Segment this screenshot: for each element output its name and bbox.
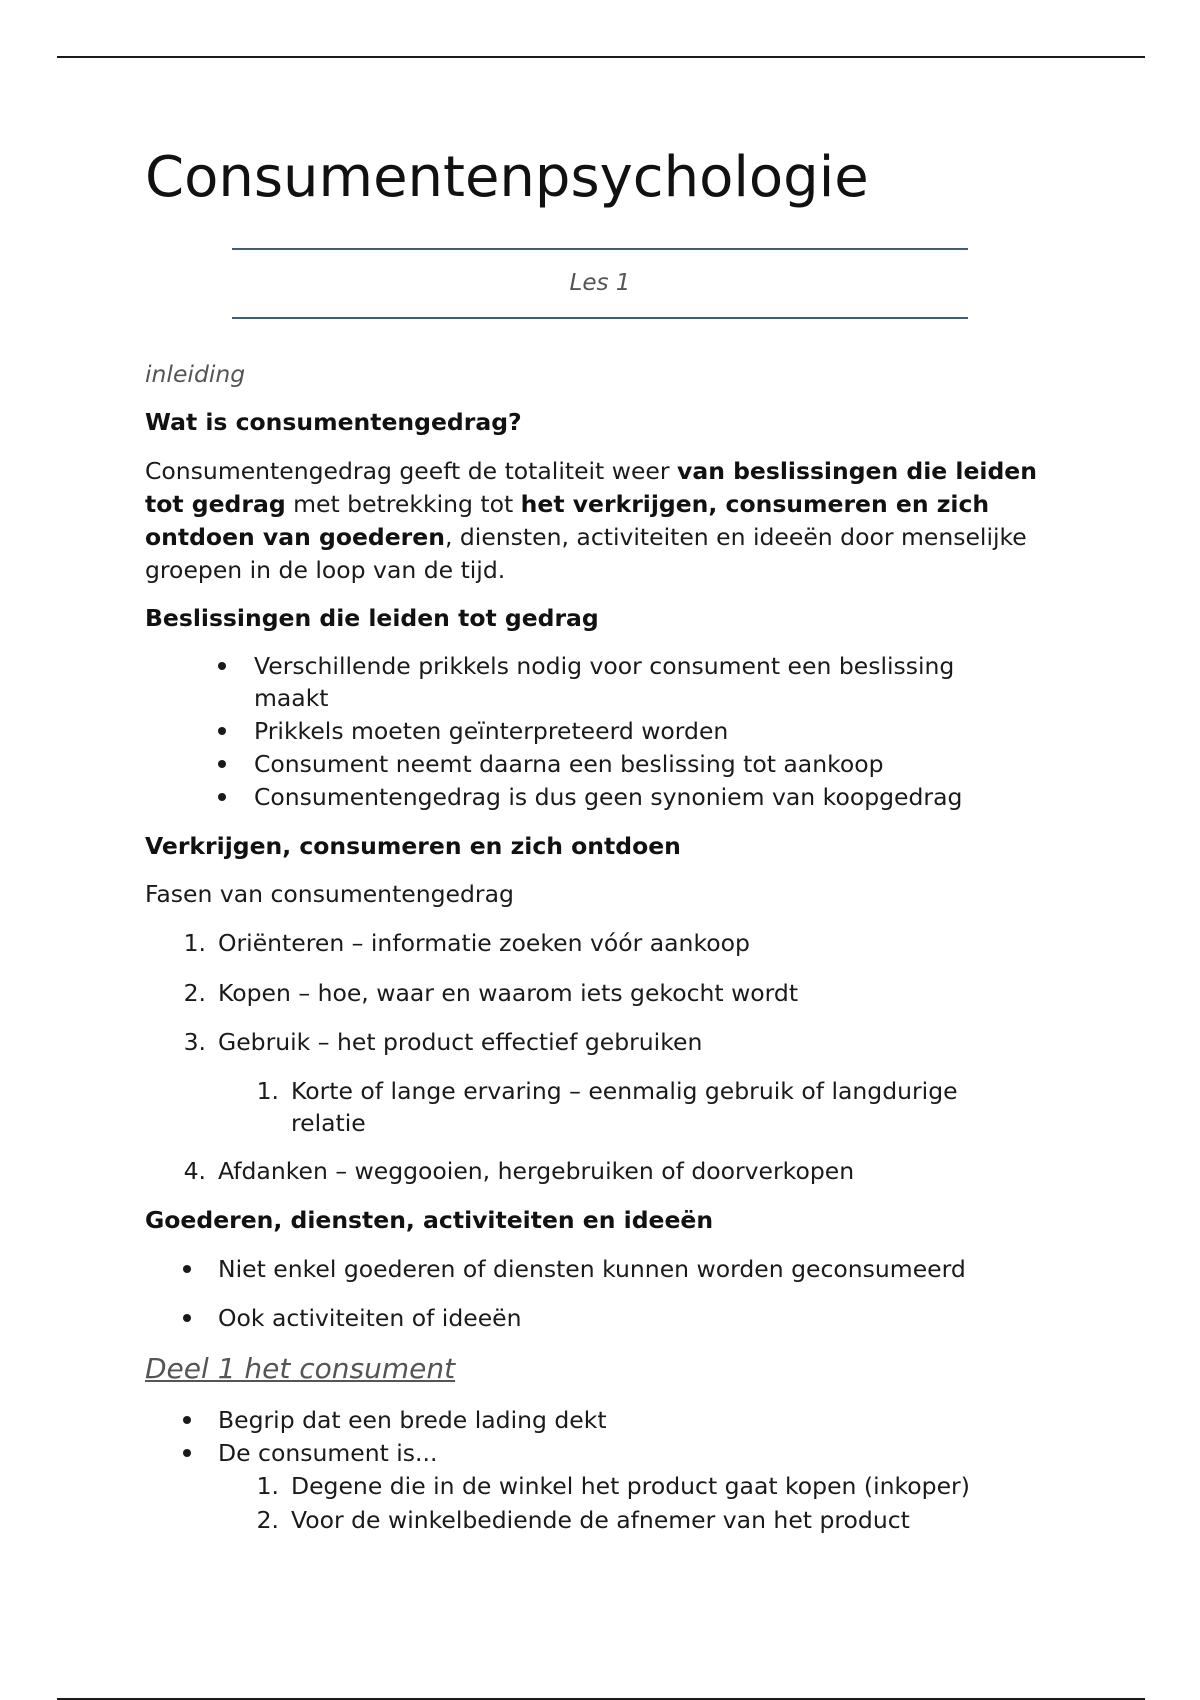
- document-subtitle: Les 1: [569, 270, 631, 296]
- sub-list-number: 2.: [256, 1506, 279, 1534]
- para-text-3: , diensten, activiteiten en ideeën door menselijke groepen in de loop van de tijd.: [145, 523, 1027, 584]
- sub-list-number: 1.: [256, 1472, 279, 1500]
- bullet-icon: [218, 793, 226, 801]
- list-item: Afdanken – weggooien, hergebruiken of doorverkopen: [218, 1157, 855, 1185]
- sub-list-item-continuation: relatie: [291, 1109, 366, 1137]
- definition-paragraph: [145, 455, 1065, 587]
- list-number: 2.: [183, 979, 206, 1007]
- list-number: 4.: [183, 1157, 206, 1185]
- para-text-1: Consumentengedrag geeft de totaliteit weer: [145, 457, 678, 485]
- para-text-2: met betrekking tot: [285, 490, 521, 518]
- list-item: Ook activiteiten of ideeën: [218, 1304, 522, 1332]
- para-bold-1: van beslissingen die leiden tot gedrag: [145, 457, 1037, 518]
- deel-heading: Deel 1 het consument: [145, 1352, 456, 1385]
- bullet-icon: [183, 1265, 191, 1273]
- list-item-continuation: maakt: [254, 684, 329, 712]
- section-intro-label: inleiding: [145, 360, 246, 388]
- list-number: 1.: [183, 929, 206, 957]
- sub-list-number: 1.: [256, 1077, 279, 1105]
- bullet-icon: [183, 1416, 191, 1424]
- sub-list-item: Voor de winkelbediende de afnemer van het product: [291, 1506, 910, 1534]
- list-item: Verschillende prikkels nodig voor consument een beslissing: [254, 652, 955, 680]
- list-item: Begrip dat een brede lading dekt: [218, 1406, 607, 1434]
- bullet-icon: [218, 760, 226, 768]
- list-item: Prikkels moeten geïnterpreteerd worden: [254, 717, 729, 745]
- subtitle-rule-bottom: [232, 317, 968, 319]
- list-number: 3.: [183, 1028, 206, 1056]
- sub-list-item: Degene die in de winkel het product gaat kopen (inkoper): [291, 1472, 970, 1500]
- question-heading: Wat is consumentengedrag?: [145, 408, 522, 436]
- beslissingen-heading: Beslissingen die leiden tot gedrag: [145, 604, 599, 632]
- list-item: Kopen – hoe, waar en waarom iets gekocht wordt: [218, 979, 799, 1007]
- subtitle-rule-top: [232, 248, 968, 250]
- list-item: Consumentengedrag is dus geen synoniem van koopgedrag: [254, 783, 963, 811]
- list-item: Oriënteren – informatie zoeken vóór aankoop: [218, 929, 750, 957]
- list-item: Consument neemt daarna een beslissing tot aankoop: [254, 750, 884, 778]
- goederen-heading: Goederen, diensten, activiteiten en ideeën: [145, 1206, 714, 1234]
- bullet-icon: [183, 1449, 191, 1457]
- document-title: Consumentenpsychologie: [145, 145, 869, 210]
- bullet-icon: [218, 727, 226, 735]
- phases-intro: Fasen van consumentengedrag: [145, 880, 514, 908]
- top-rule: [57, 56, 1145, 58]
- sub-list-item: Korte of lange ervaring – eenmalig gebruik of langdurige: [291, 1077, 958, 1105]
- list-item: Gebruik – het product effectief gebruiken: [218, 1028, 703, 1056]
- bullet-icon: [218, 662, 226, 670]
- list-item: Niet enkel goederen of diensten kunnen worden geconsumeerd: [218, 1255, 966, 1283]
- bullet-icon: [183, 1314, 191, 1322]
- list-item: De consument is...: [218, 1439, 438, 1467]
- para-bold-2: het verkrijgen, consumeren en zich ontdoen van goederen: [145, 490, 990, 551]
- verkrijgen-heading: Verkrijgen, consumeren en zich ontdoen: [145, 832, 681, 860]
